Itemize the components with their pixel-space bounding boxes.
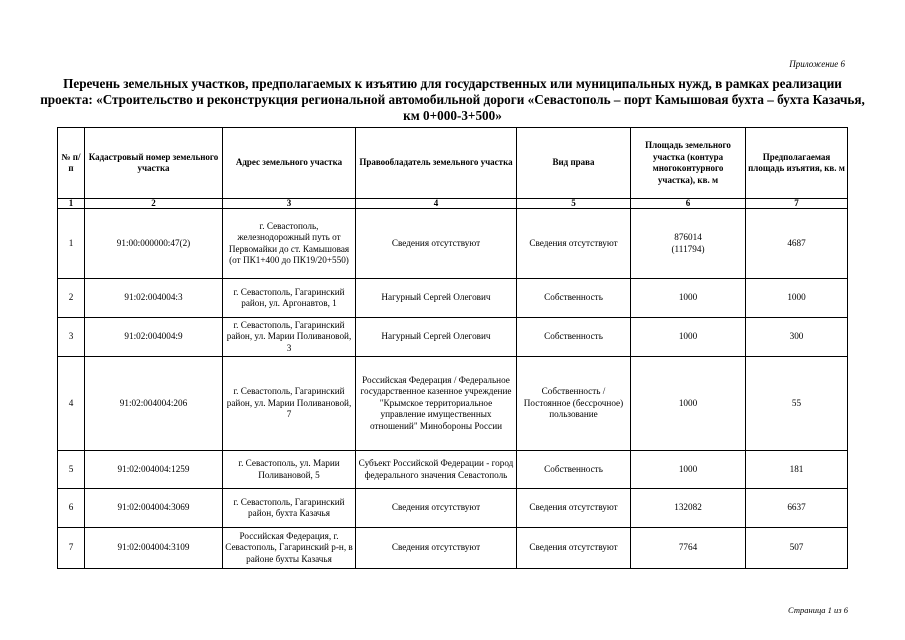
cell-number: 2: [58, 279, 85, 318]
cell-cadastral: 91:02:004004:206: [85, 357, 223, 451]
cell-right-type: Собственность: [517, 451, 631, 489]
table-row: [58, 528, 848, 569]
header-address: Адрес земельного участка: [223, 128, 356, 199]
cell-address: Российская Федерация, г. Севастополь, Гагаринский р-н, в районе бухты Казачья: [223, 528, 356, 569]
column-number: 6: [631, 199, 746, 209]
table-row: [58, 451, 848, 489]
cell-number: 5: [58, 451, 85, 489]
cell-owner: Сведения отсутствуют: [356, 209, 517, 279]
cell-right-type: Собственность: [517, 318, 631, 357]
cell-number: 1: [58, 209, 85, 279]
column-number-row: [58, 199, 848, 209]
header-right-type: Вид права: [517, 128, 631, 199]
cell-number: 7: [58, 528, 85, 569]
cell-area: 1000: [631, 357, 746, 451]
column-number: 4: [356, 199, 517, 209]
cell-taking-area: 300: [746, 318, 848, 357]
table-row: [58, 357, 848, 451]
cell-area: 876014 (111794): [631, 209, 746, 279]
cell-owner: Нагурный Сергей Олегович: [356, 318, 517, 357]
column-number: 5: [517, 199, 631, 209]
cell-right-type: Собственность: [517, 279, 631, 318]
cell-owner: Сведения отсутствуют: [356, 528, 517, 569]
cell-area: 1000: [631, 318, 746, 357]
cell-address: г. Севастополь, железнодорожный путь от Первомайки до ст. Камышовая (от ПК1+400 до ПК19/20+550): [223, 209, 356, 279]
page-number: Страница 1 из 6: [788, 605, 848, 615]
cell-taking-area: 6637: [746, 489, 848, 528]
cell-owner: Сведения отсутствуют: [356, 489, 517, 528]
cell-area: 132082: [631, 489, 746, 528]
header-number: № п/п: [58, 128, 85, 199]
cell-taking-area: 4687: [746, 209, 848, 279]
cell-taking-area: 507: [746, 528, 848, 569]
table-header-row: [58, 128, 848, 199]
cell-right-type: Сведения отсутствуют: [517, 528, 631, 569]
cell-cadastral: 91:02:004004:9: [85, 318, 223, 357]
cell-owner: Российская Федерация / Федеральное государственное казенное учреждение "Крымское территориальное управление имущественных отношений" Минобороны России: [356, 357, 517, 451]
cell-owner: Нагурный Сергей Олегович: [356, 279, 517, 318]
cell-number: 3: [58, 318, 85, 357]
table-row: [58, 318, 848, 357]
header-cadastral: Кадастровый номер земельного участка: [85, 128, 223, 199]
cell-cadastral: 91:00:000000:47(2): [85, 209, 223, 279]
cell-number: 6: [58, 489, 85, 528]
column-number: 3: [223, 199, 356, 209]
cell-cadastral: 91:02:004004:3: [85, 279, 223, 318]
cell-address: г. Севастополь, Гагаринский район, ул. Марии Поливановой, 7: [223, 357, 356, 451]
cell-cadastral: 91:02:004004:3109: [85, 528, 223, 569]
cell-address: г. Севастополь, ул. Марии Поливановой, 5: [223, 451, 356, 489]
cell-number: 4: [58, 357, 85, 451]
header-taking-area: Предполагаемая площадь изъятия, кв. м: [746, 128, 848, 199]
cell-area: 1000: [631, 279, 746, 318]
column-number: 2: [85, 199, 223, 209]
cell-cadastral: 91:02:004004:1259: [85, 451, 223, 489]
cell-area: 1000: [631, 451, 746, 489]
header-area: Площадь земельного участка (контура многоконтурного участка), кв. м: [631, 128, 746, 199]
table-row: [58, 489, 848, 528]
cell-taking-area: 55: [746, 357, 848, 451]
cell-address: г. Севастополь, Гагаринский район, ул. Марии Поливановой, 3: [223, 318, 356, 357]
cell-area: 7764: [631, 528, 746, 569]
cell-taking-area: 181: [746, 451, 848, 489]
column-number: 1: [58, 199, 85, 209]
cell-cadastral: 91:02:004004:3069: [85, 489, 223, 528]
document-title: Перечень земельных участков, предполагаемых к изъятию для государственных или муниципальных нужд, в рамках реализации проекта: «Строительство и реконструкция региональной автомобильной дороги «Севастополь – порт Камышовая бухта – бухта Казачья, км 0+000-3+500»: [40, 76, 865, 123]
cell-right-type: Сведения отсутствуют: [517, 489, 631, 528]
cell-taking-area: 1000: [746, 279, 848, 318]
cell-right-type: Сведения отсутствуют: [517, 209, 631, 279]
cell-right-type: Собственность / Постоянное (бессрочное) пользование: [517, 357, 631, 451]
appendix-label: Приложение 6: [789, 59, 845, 69]
cell-address: г. Севастополь, Гагаринский район, ул. Аргонавтов, 1: [223, 279, 356, 318]
table-row: [58, 279, 848, 318]
header-owner: Правообладатель земельного участка: [356, 128, 517, 199]
column-number: 7: [746, 199, 848, 209]
cell-owner: Субъект Российской Федерации - город федерального значения Севастополь: [356, 451, 517, 489]
cell-address: г. Севастополь, Гагаринский район, бухта Казачья: [223, 489, 356, 528]
land-plots-table: [57, 127, 848, 569]
table-row: [58, 209, 848, 279]
